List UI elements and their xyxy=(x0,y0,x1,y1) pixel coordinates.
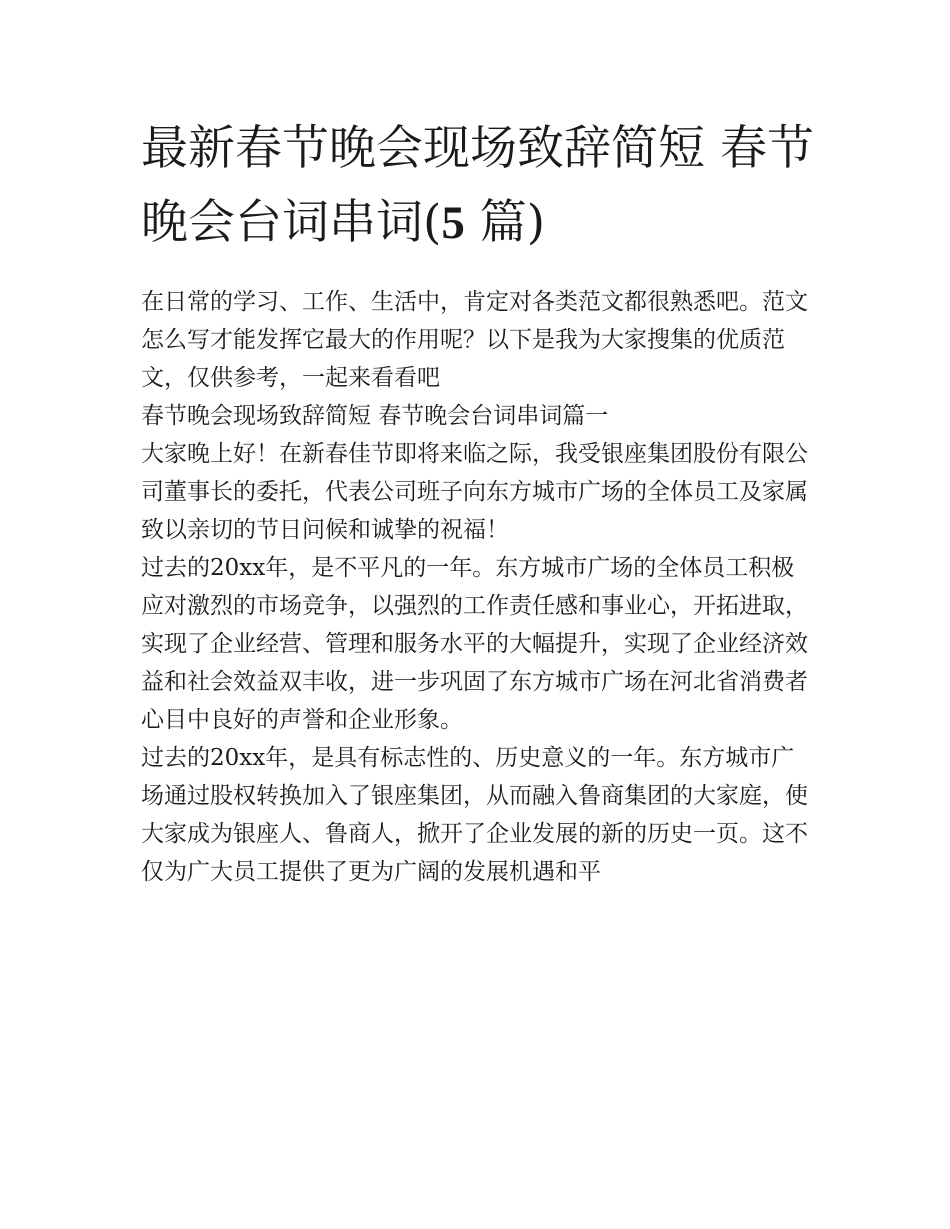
title-text: 最新春节晚会现场致辞简短 春节晚会台词串词( xyxy=(141,121,814,250)
document-title xyxy=(141,112,821,260)
section-heading: 春节晚会现场致辞简短 春节晚会台词串词篇一 xyxy=(141,403,609,429)
title-count: 5 xyxy=(441,197,465,249)
document-body xyxy=(141,283,817,891)
body-paragraph: 过去的20xx年，是具有标志性的、历史意义的一年。东方城市广场通过股权转换加入了银座集团，从而融入鲁商集团的大家庭，使大家成为银座人、鲁商人，掀开了企业发展的新的历史一页。这不仅为广大员工提供了更为广阔的发展机遇和平 xyxy=(141,745,808,885)
title-suffix: 篇) xyxy=(464,195,546,250)
body-paragraph: 大家晚上好！在新春佳节即将来临之际，我受银座集团股份有限公司董事长的委托，代表公司班子向东方城市广场的全体员工及家属致以亲切的节日问候和诚挚的祝福！ xyxy=(141,441,808,543)
intro-paragraph: 在日常的学习、工作、生活中，肯定对各类范文都很熟悉吧。范文怎么写才能发挥它最大的作用呢？以下是我为大家搜集的优质范文，仅供参考，一起来看看吧 xyxy=(141,289,808,391)
body-paragraph: 过去的20xx年，是不平凡的一年。东方城市广场的全体员工积极应对激烈的市场竞争，以强烈的工作责任感和事业心，开拓进取，实现了企业经营、管理和服务水平的大幅提升，实现了企业经济效益和社会效益双丰收，进一步巩固了东方城市广场在河北省消费者心目中良好的声誉和企业形象。 xyxy=(141,555,808,733)
